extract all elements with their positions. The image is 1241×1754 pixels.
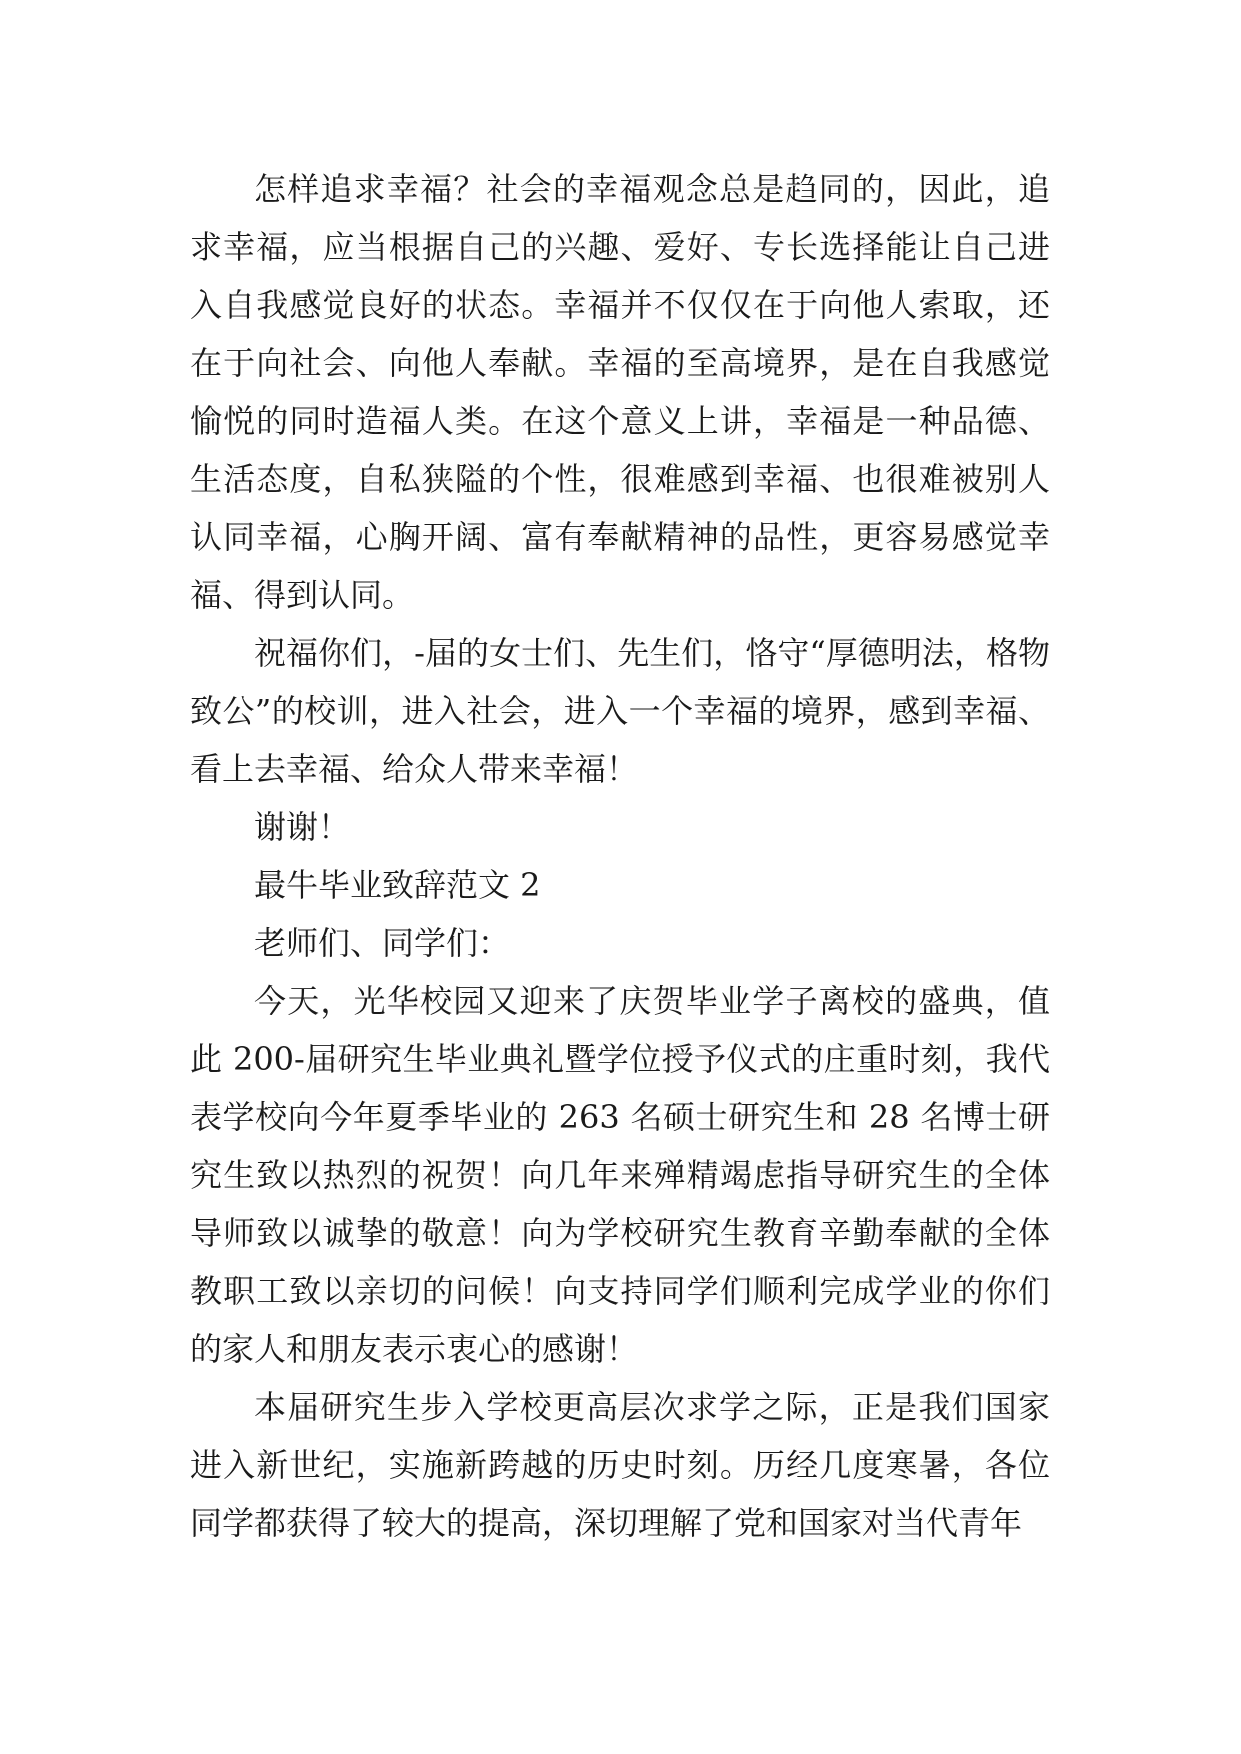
section-title: 最牛毕业致辞范文 2 bbox=[254, 866, 541, 904]
paragraph-thanks: 谢谢！ bbox=[254, 808, 351, 846]
salutation: 老师们、同学们： bbox=[254, 924, 511, 962]
paragraph-new-century: 本届研究生步入学校更高层次求学之际，正是我们国家进入新世纪，实施新跨越的历史时刻。历经几度寒暑，各位同学都获得了较大的提高，深切理解了党和国家对当代青年 bbox=[190, 1388, 1050, 1542]
paragraph-ceremony: 今天，光华校园又迎来了庆贺毕业学子离校的盛典，值此 200-届研究生毕业典礼暨学位授予仪式的庄重时刻，我代表学校向今年夏季毕业的 263 名硕士研究生和 28 名博士研究生致以热烈的祝贺！向几年来殚精竭虑指导研究生的全体导师致以诚挚的敬意！向为学校研究生教育辛勤奉献的全体教职工致以亲切的问候！向支持同学们顺利完成学业的你们的家人和朋友表示衷心的感谢！ bbox=[190, 982, 1050, 1368]
paragraph-happiness: 怎样追求幸福？社会的幸福观念总是趋同的，因此，追求幸福，应当根据自己的兴趣、爱好、专长选择能让自己进入自我感觉良好的状态。幸福并不仅仅在于向他人索取，还在于向社会、向他人奉献。幸福的至高境界，是在自我感觉愉悦的同时造福人类。在这个意义上讲，幸福是一种品德、生活态度，自私狭隘的个性，很难感到幸福、也很难被别人认同幸福，心胸开阔、富有奉献精神的品性，更容易感觉幸福、得到认同。 bbox=[190, 170, 1050, 614]
document-page bbox=[190, 160, 1050, 1552]
paragraph-blessing: 祝福你们，-届的女士们、先生们，恪守“厚德明法，格物致公”的校训，进入社会，进入一个幸福的境界，感到幸福、看上去幸福、给众人带来幸福！ bbox=[190, 634, 1050, 788]
